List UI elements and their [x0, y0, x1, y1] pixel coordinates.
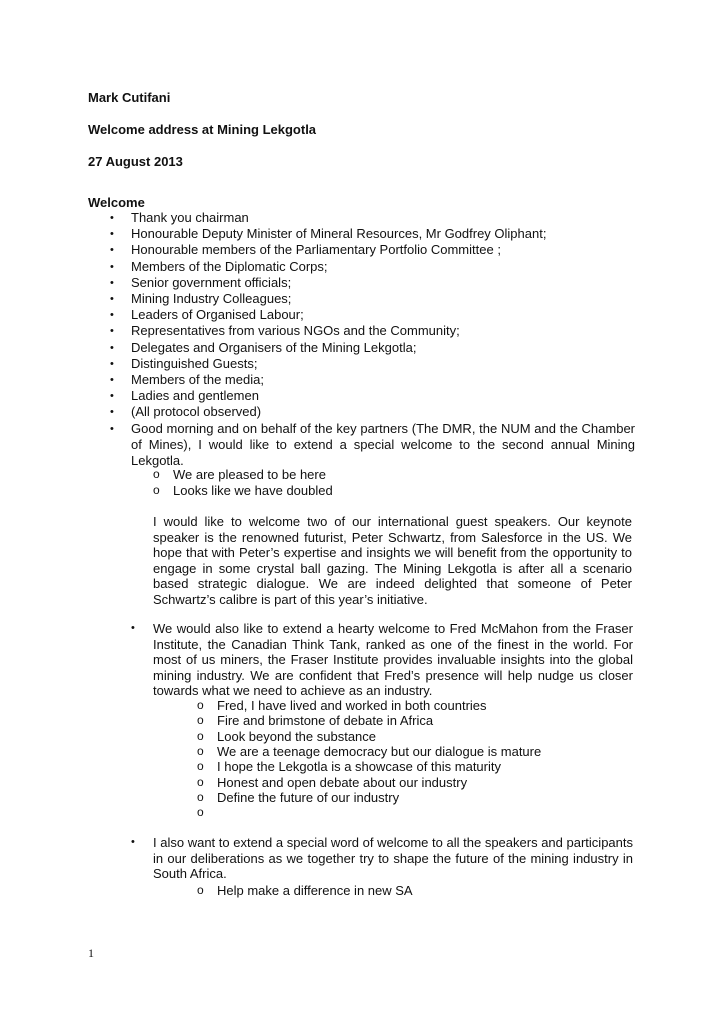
bullet-icon: •	[110, 260, 114, 273]
guest-speakers-paragraph: I would like to welcome two of our international guest speakers. Our keynote speaker is the renowned futurist, Peter Schwartz, from Salesforce in the US. We hope that with Peter’s expertise and insights we will benefit from the opportunity to engage in some crystal ball gazing. The Mining Lekgotla is after all a scenario based strategic dialogue. We are indeed delighted that someone of Peter Schwartz’s calibre is part of this year’s initiative.	[153, 514, 632, 607]
circle-bullet-icon: o	[197, 713, 204, 728]
circle-bullet-icon: o	[197, 698, 204, 712]
protocol-item-text: Representatives from various NGOs and the Community;	[131, 323, 460, 339]
bullet-icon: •	[110, 374, 114, 386]
fraser-text: We would also like to extend a hearty welcome to Fred McMahon from the Fraser Institute, the Canadian Think Tank, ranked as one of the finest in the world. For most of us miners, the Fraser Institute provides invaluable insights into the global mining industry. We are confident that Fred’s presence will help nudge us closer towards what we need to achieve as an industry.	[153, 621, 633, 698]
circle-bullet-icon: o	[197, 774, 204, 789]
protocol-item	[110, 307, 635, 323]
speakers-text: I also want to extend a special word of welcome to all the speakers and participants in our deliberations as we together try to shape the future of the mining industry in South Africa.	[153, 835, 633, 881]
protocol-item	[110, 242, 635, 258]
bullet-icon: •	[110, 357, 114, 370]
circle-bullet-icon: o	[153, 483, 160, 497]
sub-item-text: We are pleased to be here	[173, 467, 326, 482]
sub-item-text: Define the future of our industry	[217, 789, 400, 805]
speech-date: 27 August 2013	[88, 154, 183, 169]
sub-item-text: Fred, I have lived and worked in both countries	[217, 698, 487, 713]
list-item	[110, 421, 635, 471]
protocol-item-text: Delegates and Organisers of the Mining Lekgotla;	[131, 339, 417, 355]
sub-item-text: Help make a difference in new SA	[217, 883, 413, 898]
bullet-icon: •	[110, 276, 114, 289]
speech-title: Welcome address at Mining Lekgotla	[88, 122, 317, 137]
sub-item-text: I hope the Lekgotla is a showcase of this maturity	[217, 759, 501, 775]
author-name: Mark Cutifani	[88, 90, 171, 105]
bullet-icon: •	[110, 293, 114, 305]
protocol-item	[110, 356, 635, 372]
protocol-item-text: Honourable members of the Parliamentary Portfolio Committee ;	[131, 242, 501, 258]
protocol-item	[110, 259, 635, 275]
sub-item-text: Fire and brimstone of debate in Africa	[217, 713, 434, 729]
bullet-icon: •	[110, 341, 114, 354]
bullet-icon: •	[110, 228, 114, 241]
page-number: 1	[88, 946, 94, 960]
protocol-item	[110, 404, 635, 420]
bullet-icon: •	[110, 406, 114, 419]
protocol-item	[110, 291, 635, 307]
protocol-item-text: Members of the media;	[131, 372, 264, 387]
bullet-icon: •	[110, 212, 114, 224]
protocol-item-text: Members of the Diplomatic Corps;	[131, 258, 328, 274]
circle-bullet-icon: o	[197, 743, 204, 758]
protocol-item-text: Leaders of Organised Labour;	[131, 307, 304, 323]
bullet-icon: •	[110, 244, 114, 257]
bullet-icon: •	[110, 390, 114, 403]
circle-bullet-icon: o	[197, 805, 204, 820]
bullet-icon: •	[110, 423, 114, 435]
protocol-item	[110, 323, 635, 339]
circle-bullet-icon: o	[197, 883, 204, 897]
sub-item-text: Looks like we have doubled	[173, 483, 333, 498]
protocol-item	[110, 226, 635, 242]
sub-item-text: We are a teenage democracy but our dialogue is mature	[217, 743, 542, 759]
protocol-item-text: Honourable Deputy Minister of Mineral Resources, Mr Godfrey Oliphant;	[131, 226, 547, 242]
bullet-icon: •	[131, 622, 135, 634]
bullet-icon: •	[110, 325, 114, 338]
protocol-item	[110, 210, 635, 226]
sub-item-text: Honest and open debate about our industry	[217, 774, 468, 790]
bullet-icon: •	[131, 836, 135, 848]
protocol-item	[110, 340, 635, 356]
protocol-item-text: Distinguished Guests;	[131, 355, 258, 371]
protocol-item	[110, 388, 635, 404]
circle-bullet-icon: o	[153, 467, 160, 481]
protocol-item	[110, 372, 635, 388]
protocol-item-text: (All protocol observed)	[131, 404, 262, 420]
bullet-icon: •	[110, 309, 114, 322]
protocol-item-text: Mining Industry Colleagues;	[131, 291, 292, 306]
circle-bullet-icon: o	[197, 728, 204, 743]
sub-item-text: Look beyond the substance	[217, 728, 377, 744]
protocol-item-text: Senior government officials;	[131, 274, 292, 290]
protocol-item	[110, 275, 635, 291]
protocol-item-text: Thank you chairman	[131, 210, 249, 225]
section-heading: Welcome	[88, 195, 145, 210]
protocol-item-text: Ladies and gentlemen	[131, 388, 259, 404]
circle-bullet-icon: o	[197, 789, 204, 804]
circle-bullet-icon: o	[197, 759, 204, 774]
good-morning-text: Good morning and on behalf of the key partners (The DMR, the NUM and the Chamber of Mines), I would like to extend a special welcome to the second annual Mining Lekgotla.	[131, 421, 635, 468]
